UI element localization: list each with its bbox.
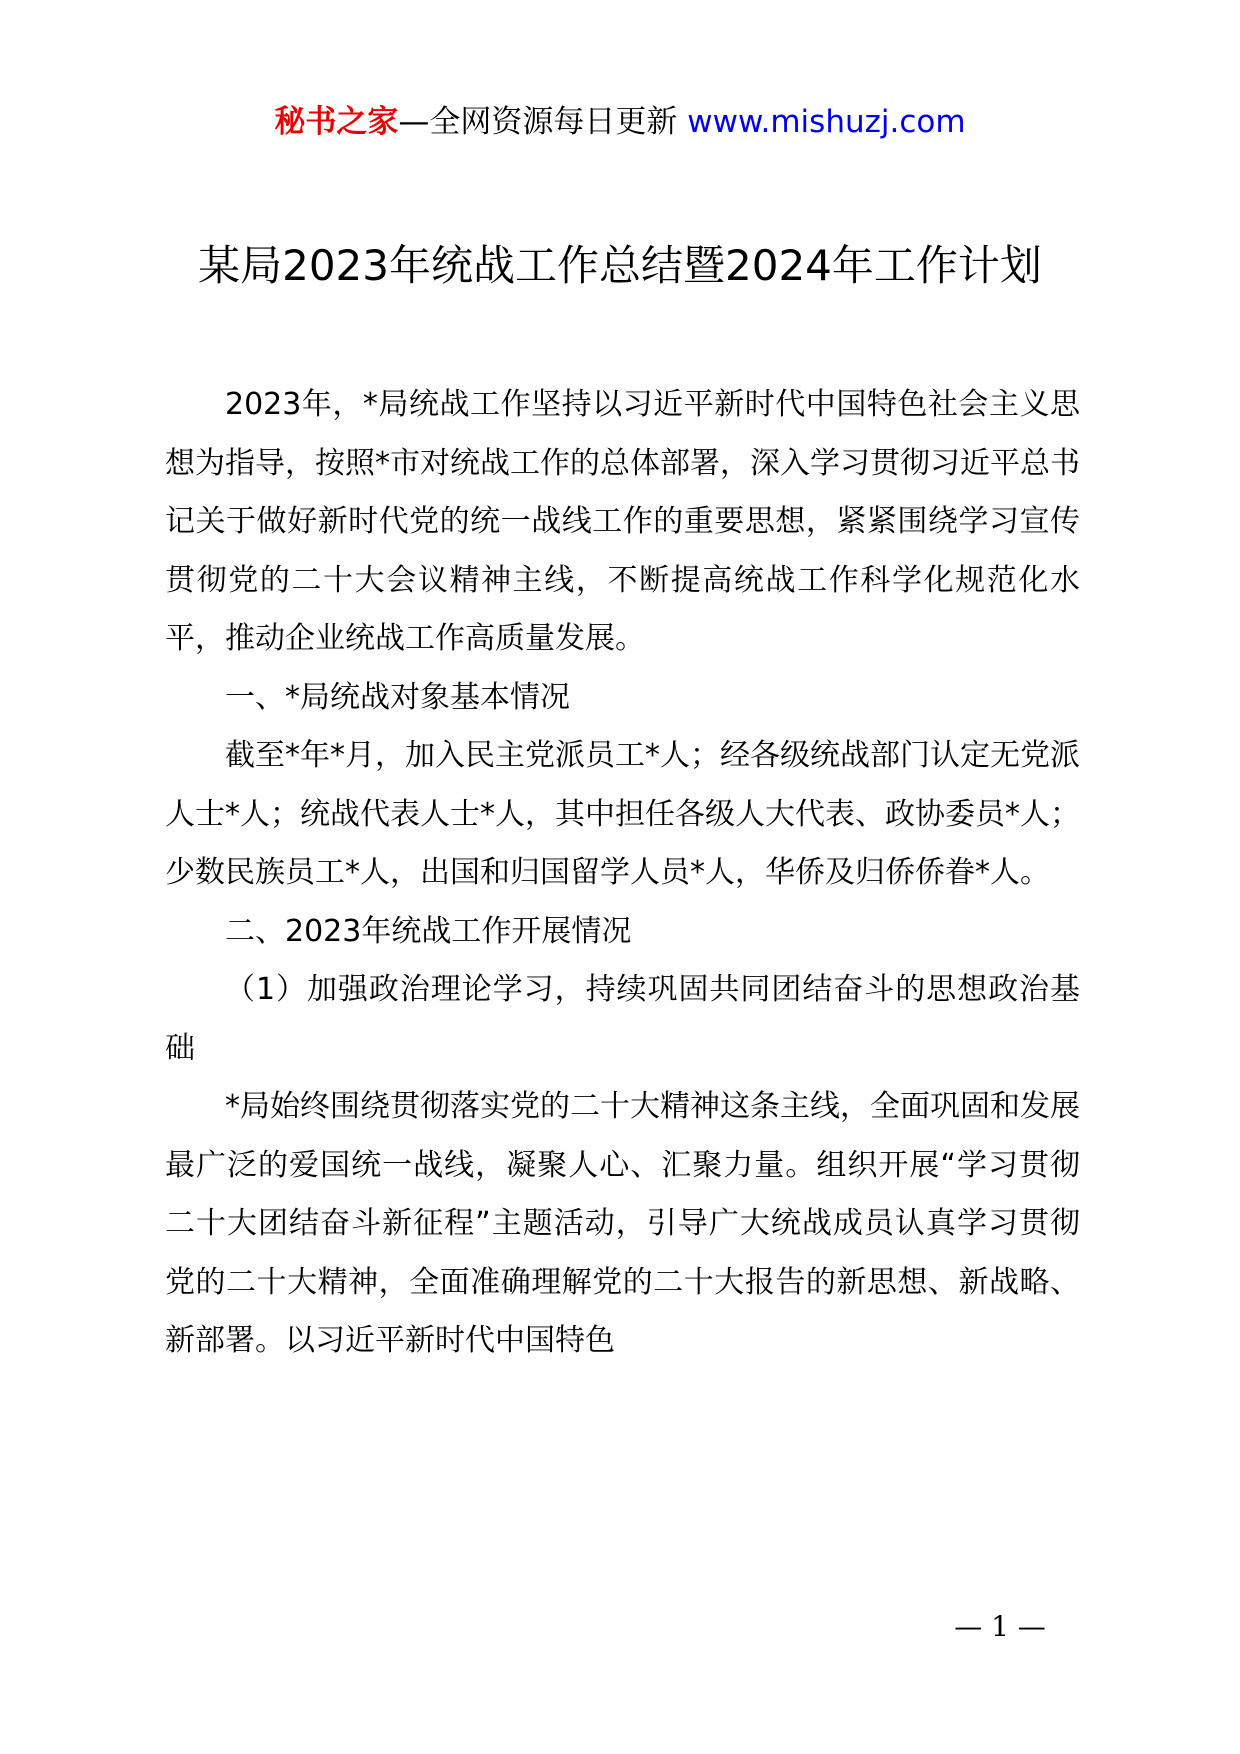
brand-name: 秘书之家 bbox=[274, 104, 399, 140]
subsection-heading-1: （1）加强政治理论学习，持续巩固共同团结奋斗的思想政治基础 bbox=[165, 972, 1080, 1066]
document-title: 某局2023年统战工作总结暨2024年工作计划 bbox=[198, 241, 1042, 290]
section-heading-2: 二、2023年统战工作开展情况 bbox=[225, 913, 632, 949]
site-link[interactable]: www.mishuzj.com bbox=[687, 104, 966, 140]
page-number: — 1 — bbox=[954, 1610, 1046, 1643]
intro-paragraph: 2023年，*局统战工作坚持以习近平新时代中国特色社会主义思想为指导，按照*市对统战工作的总体部署，深入学习贯彻习近平总书记关于做好新时代党的统一战线工作的重要思想，紧紧围绕学习宣传贯彻党的二十大会议精神主线，不断提高统战工作科学化规范化水平，推动企业统战工作高质量发展。 bbox=[165, 387, 1080, 656]
subsection-1-paragraph: *局始终围绕贯彻落实党的二十大精神这条主线，全面巩固和发展最广泛的爱国统一战线，凝聚人心、汇聚力量。组织开展“学习贯彻二十大团结奋斗新征程”主题活动，引导广大统战成员认真学习贯彻党的二十大精神，全面准确理解党的二十大报告的新思想、新战略、新部署。以习近平新时代中国特色 bbox=[165, 1089, 1080, 1358]
site-banner bbox=[0, 102, 1240, 142]
banner-tagline: —全网资源每日更新 bbox=[398, 104, 678, 140]
document-body bbox=[165, 376, 1080, 1371]
section-1-paragraph: 截至*年*月，加入民主党派员工*人；经各级统战部门认定无党派人士*人；统战代表人士*人，其中担任各级人大代表、政协委员*人；少数民族员工*人，出国和归国留学人员*人，华侨及归侨侨眷*人。 bbox=[165, 738, 1080, 890]
section-heading-1: 一、*局统战对象基本情况 bbox=[225, 679, 570, 715]
